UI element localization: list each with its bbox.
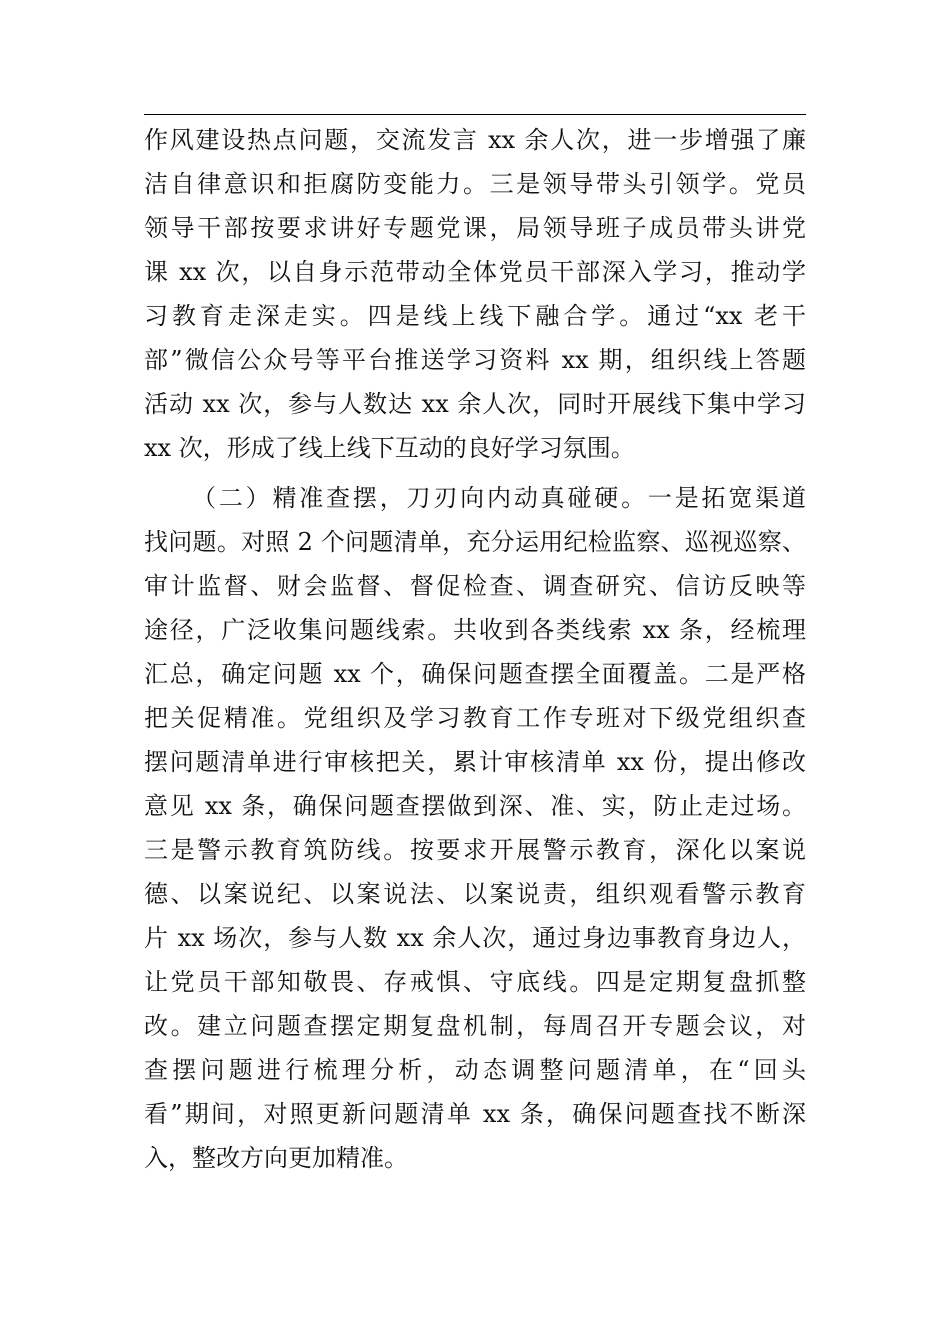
text-line: 片 xx 场次，参与人数 xx 余人次，通过身边事教育身边人，: [144, 924, 806, 952]
text-line: 洁自律意识和拒腐防变能力。三是领导带头引领学。党员: [144, 170, 806, 198]
text-line: 三是警示教育筑防线。按要求开展警示教育，深化以案说: [144, 836, 806, 864]
text-line: 德、以案说纪、以案说法、以案说责，组织观看警示教育: [144, 880, 806, 908]
text-line: 看”期间，对照更新问题清单 xx 条，确保问题查找不断深: [144, 1100, 806, 1128]
text-line: 汇总，确定问题 xx 个，确保问题查摆全面覆盖。二是严格: [144, 660, 806, 688]
paragraph-inspection: [144, 476, 806, 1180]
text-line: 作风建设热点问题，交流发言 xx 余人次，进一步增强了廉: [144, 126, 806, 154]
text-line: 审计监督、财会监督、督促检查、调查研究、信访反映等: [144, 572, 806, 600]
text-line: 途径，广泛收集问题线索。共收到各类线索 xx 条，经梳理: [144, 616, 806, 644]
text-line: xx 次，形成了线上线下互动的良好学习氛围。: [144, 434, 635, 462]
text-line: 找问题。对照 2 个问题清单，充分运用纪检监察、巡视巡察、: [144, 528, 806, 556]
text-line: 习教育走深走实。四是线上线下融合学。通过“xx 老干: [144, 302, 806, 330]
paragraph-learning: [144, 118, 806, 470]
text-line: 部”微信公众号等平台推送学习资料 xx 期，组织线上答题: [144, 346, 806, 374]
text-line: 改。建立问题查摆定期复盘机制，每周召开专题会议，对: [144, 1012, 806, 1040]
text-line: 领导干部按要求讲好专题党课，局领导班子成员带头讲党: [144, 214, 806, 242]
text-line: 查摆问题进行梳理分析，动态调整问题清单，在“回头: [144, 1056, 806, 1084]
text-line: 课 xx 次，以自身示范带动全体党员干部深入学习，推动学: [144, 258, 806, 286]
section-heading-line: （二）精准查摆，刀刃向内动真碰硬。一是拓宽渠道: [192, 484, 806, 512]
text-line: 让党员干部知敬畏、存戒惧、守底线。四是定期复盘抓整: [144, 968, 806, 996]
text-line: 入，整改方向更加精准。: [144, 1144, 408, 1172]
text-line: 活动 xx 次，参与人数达 xx 余人次，同时开展线下集中学习: [144, 390, 806, 418]
text-line: 把关促精准。党组织及学习教育工作专班对下级党组织查: [144, 704, 806, 732]
header-rule: [144, 114, 806, 115]
text-line: 摆问题清单进行审核把关，累计审核清单 xx 份，提出修改: [144, 748, 806, 776]
text-line: 意见 xx 条，确保问题查摆做到深、准、实，防止走过场。: [144, 792, 806, 820]
